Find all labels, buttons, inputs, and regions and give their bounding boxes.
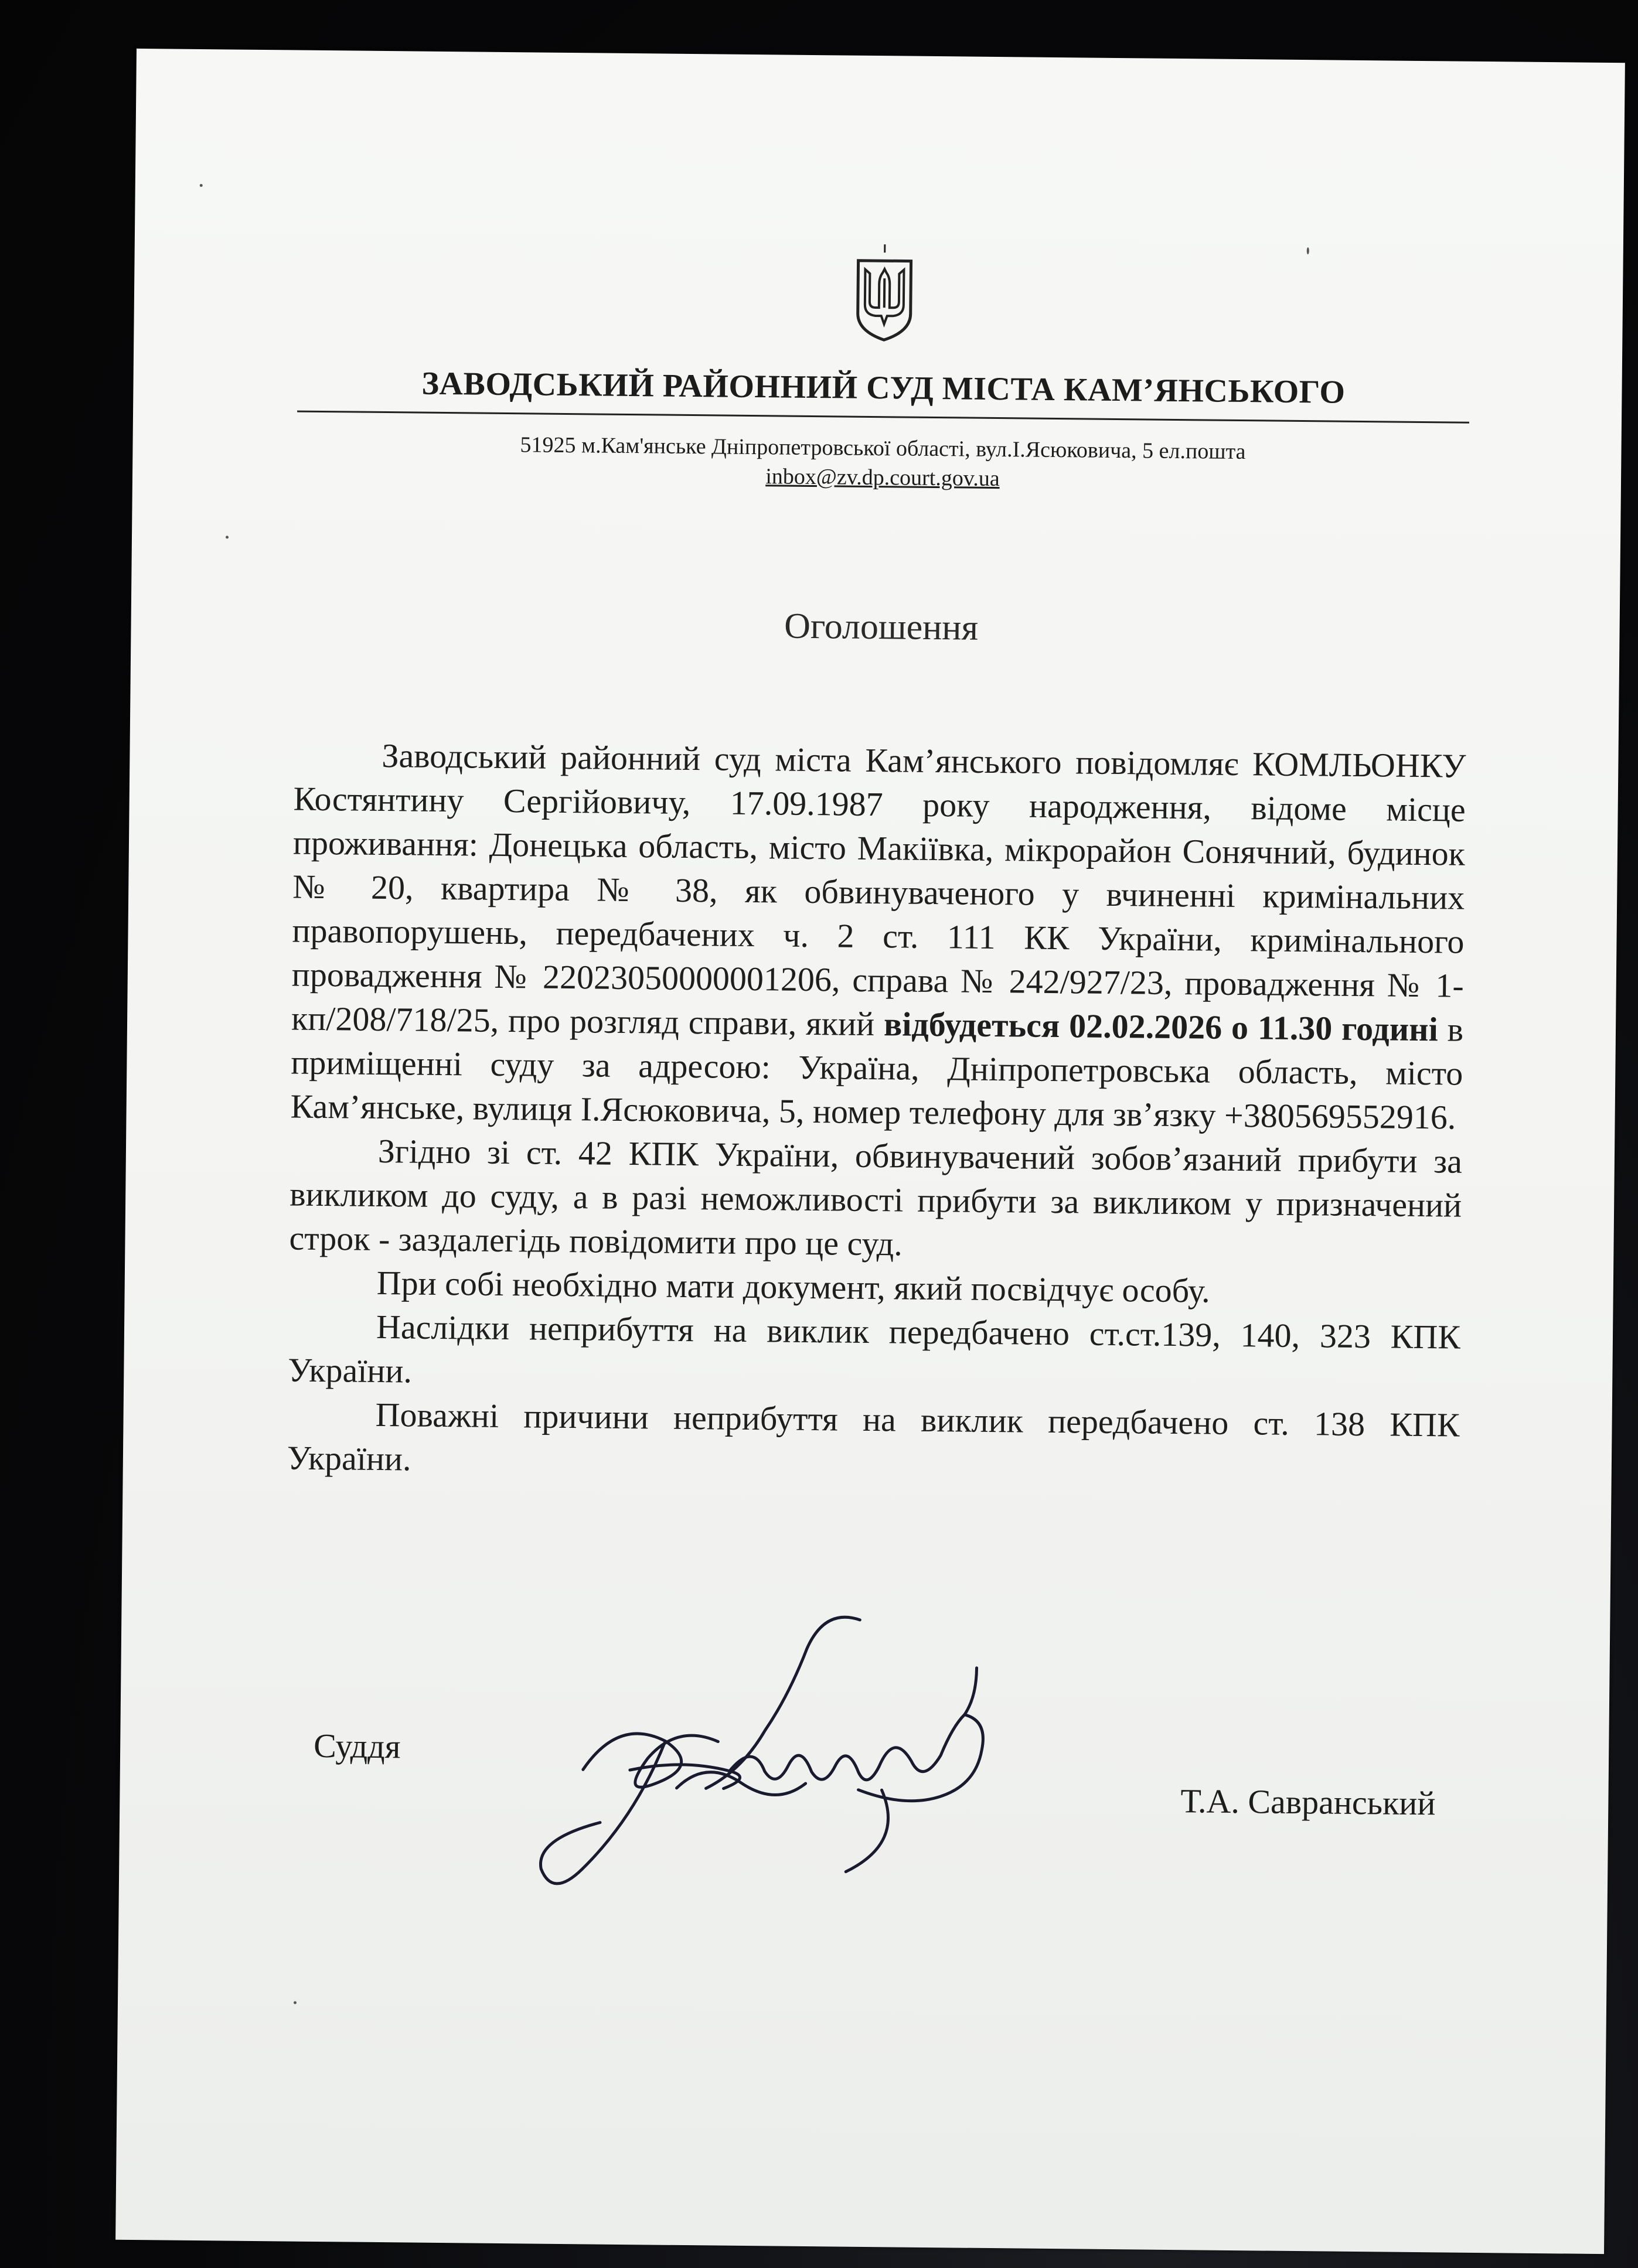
paragraph-summons <box>290 733 1466 1140</box>
paragraph-id-document: При собі необхідно мати документ, який посвідчує особу. <box>376 1263 1211 1310</box>
paper-speck <box>1307 247 1309 254</box>
court-title: ЗАВОДСЬКИЙ РАЙОННИЙ СУД МІСТА КАМ’ЯНСЬКОГО <box>421 365 1346 411</box>
announcement-body <box>287 733 1466 1491</box>
summons-text-end: в приміщенні суду за адресою: Україна, Дніпропетровська область, місто Кам’янське, вулиця І.Ясюковича, 5, номер телефону для зв’язку +380569552916. <box>290 1010 1464 1137</box>
ukraine-trident-icon <box>852 243 917 343</box>
judge-name: Т.А. Савранський <box>1180 1782 1436 1823</box>
court-email: inbox@zv.dp.court.gov.ua <box>765 464 1000 492</box>
paper-speck <box>200 184 203 187</box>
handwritten-signature-icon <box>529 1593 1048 1902</box>
summons-text-start: Заводський районний суд міста Кам’янського повідомляє КОМЛЬОНКУ Костянтину Сергійовичу, 17.09.1987 року народження, відоме місце проживання: Донецька область, місто Макіївка, мікрорайон Сонячний, будинок № 20, квартира № 38, як обвинуваченого у вчиненні кримінальних правопорушень, передбачених ч. 2 ст. 111 КК України, кримінального провадження № 22023050000001206, справа № 242/927/23, провадження № 1-кп/208/718/25, про розгляд справи, який <box>291 736 1466 1043</box>
paper-speck <box>226 536 229 538</box>
paper-speck <box>294 2001 297 2004</box>
paragraph-consequences: Наслідки неприбуття на виклик передбачено ст.ст.139, 140, 323 КПК України. <box>288 1307 1461 1390</box>
document-title: Оголошення <box>784 606 979 648</box>
header-divider <box>297 411 1469 424</box>
hearing-date-time: відбудеться 02.02.2026 о 11.30 годині <box>883 1005 1439 1049</box>
address-line: 51925 м.Кам'янське Дніпропетровської області, вул.І.Ясюковича, 5 ел.пошта <box>520 432 1246 465</box>
paragraph-obligation: Згідно зі ст. 42 КПК України, обвинувачений зобов’язаний прибути за викликом до суду, а в разі неможливості прибути за викликом у призначений строк - заздалегідь повідомити про це суд. <box>289 1131 1463 1263</box>
document-content <box>287 197 1472 1823</box>
court-address <box>297 428 1469 498</box>
paragraph-valid-reasons: Поважні причини неприбуття на виклик передбачено ст. 138 КПК України. <box>287 1395 1460 1478</box>
signatory-role: Суддя <box>313 1726 401 1766</box>
paper-sheet <box>115 49 1625 2254</box>
